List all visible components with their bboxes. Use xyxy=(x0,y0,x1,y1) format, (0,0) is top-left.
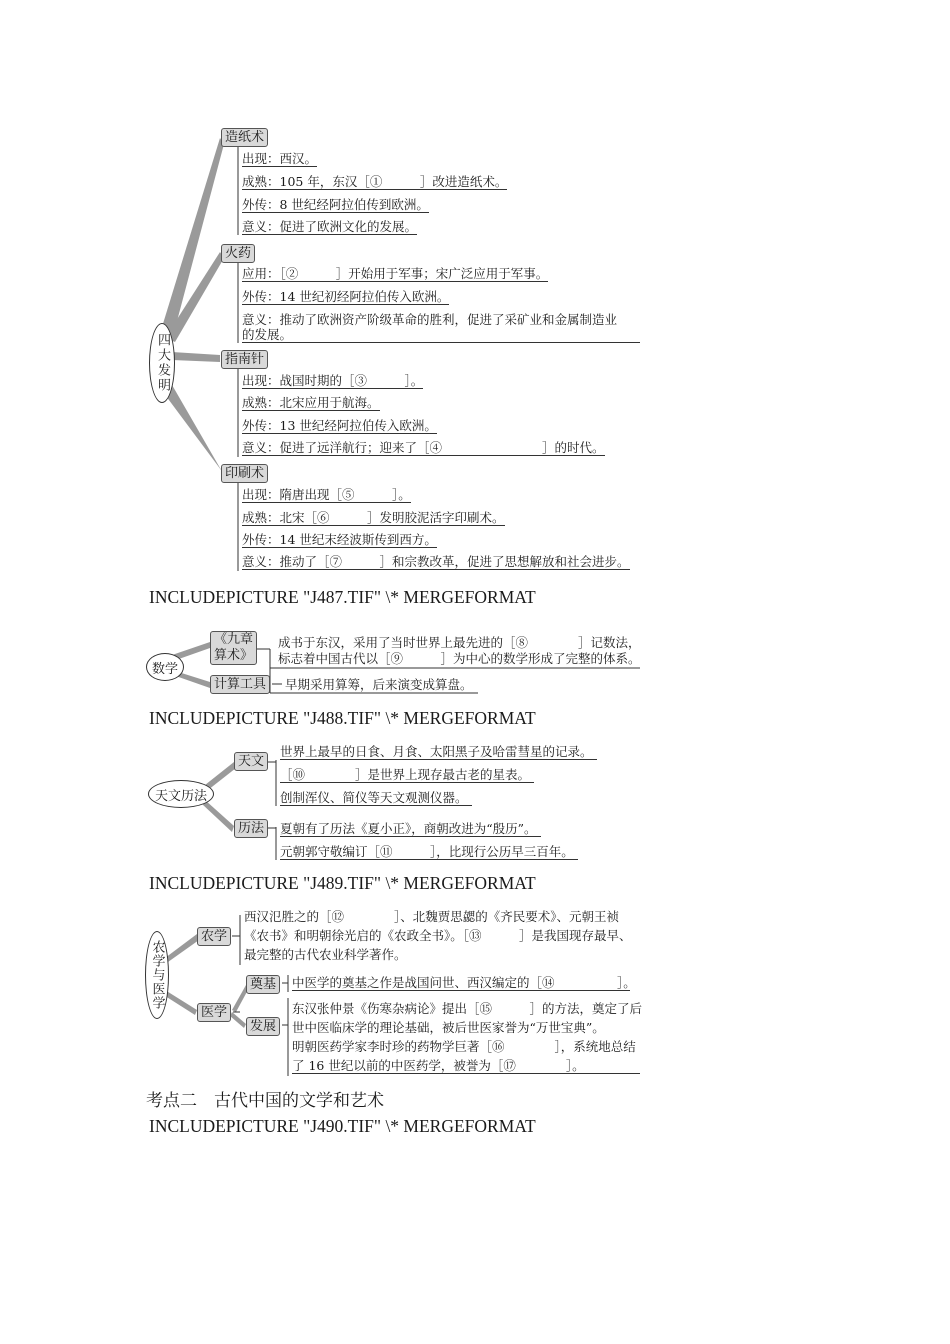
center-node-label: 数学 xyxy=(151,661,178,677)
branch-calendar: 历法 xyxy=(234,819,268,838)
list-item: 《农书》和明朝徐光启的《农政全书》。［⑬ ］是我国现存最早、 xyxy=(244,928,632,943)
fan-zhinanzhen xyxy=(172,352,220,362)
list-item: 成熟：北宋应用于航海。 xyxy=(242,395,380,410)
fan-fazhan xyxy=(230,1012,246,1028)
list-item: 创制浑仪、简仪等天文观测仪器。 xyxy=(280,790,472,806)
list-item: 应用：［② ］开始用于军事；宋广泛应用于军事。 xyxy=(242,266,549,281)
list-item: ［⑩ ］是世界上现存最古老的星表。 xyxy=(280,767,534,783)
list-item: 世界上最早的日食、月食、太阳黑子及哈雷彗星的记录。 xyxy=(280,744,597,760)
list-item: 意义：促进了远洋航行；迎来了［④ ］的时代。 xyxy=(242,440,605,455)
center-node-math xyxy=(146,653,184,681)
list-item: 中医学的奠基之作是战国问世、西汉编定的［⑭ ］。 xyxy=(292,975,636,990)
fan-lifa xyxy=(202,800,234,832)
center-node-astronomy-calendar xyxy=(148,780,214,808)
list-item: 成书于东汉，采用了当时世界上最先进的［⑧ ］记数法， xyxy=(278,635,641,650)
include-field-code: INCLUDEPICTURE "J489.TIF" \* MERGEFORMAT xyxy=(149,873,536,893)
list-item: 外传：8 世纪经阿拉伯传到欧洲。 xyxy=(242,197,429,212)
list-item: 出现：隋唐出现［⑤ ］。 xyxy=(242,487,411,502)
fan-nong xyxy=(165,934,199,962)
list-item: 外传：14 世纪初经阿拉伯传入欧洲。 xyxy=(242,289,450,304)
list-item: 世中医临床学的理论基础，被后世医家誉为“万世宝典”。 xyxy=(292,1020,605,1035)
list-item: 成熟：北宋［⑥ ］发明胶泥活字印刷术。 xyxy=(242,510,505,525)
list-item: 外传：13 世纪经阿拉伯传入欧洲。 xyxy=(242,418,437,433)
list-item: 最完整的古代农业科学著作。 xyxy=(244,947,407,962)
fan-tianwen xyxy=(205,762,236,790)
list-item: 夏朝有了历法《夏小正》，商朝改进为“殷历”。 xyxy=(280,821,541,837)
center-node-label: 农学与医学 xyxy=(149,940,165,1010)
center-node-label: 天文历法 xyxy=(154,788,207,804)
list-item: 成熟：105 年，东汉［① ］改进造纸术。 xyxy=(242,174,508,189)
include-field-code: INCLUDEPICTURE "J488.TIF" \* MERGEFORMAT xyxy=(149,708,536,728)
branch-astronomy: 天文 xyxy=(234,752,268,771)
branch-label-line: 《九章 xyxy=(214,632,254,647)
center-node-four-inventions xyxy=(149,323,175,403)
list-item: 元朝郭守敬编订［⑪ ］，比现行公历早三百年。 xyxy=(280,844,578,860)
center-node-agri-medicine xyxy=(145,931,169,1019)
list-item: 西汉氾胜之的［⑫ ］、北魏贾思勰的《齐民要术》、元朝王祯 xyxy=(244,909,620,924)
branch-compass: 指南针 xyxy=(221,350,268,369)
branch-agriculture: 农学 xyxy=(197,927,231,946)
branch-label-line: 算术》 xyxy=(214,648,254,663)
list-item: 出现：西汉。 xyxy=(242,151,318,166)
list-item: 意义：推动了［⑦ ］和宗教改革，促进了思想解放和社会进步。 xyxy=(242,554,630,569)
list-item: 了 16 世纪以前的中医药学，被誉为［⑰ ］。 xyxy=(292,1058,640,1074)
center-node-label: 四大发明 xyxy=(155,333,170,393)
list-item: 东汉张仲景《伤寒杂病论》提出［⑮ ］的方法，奠定了后 xyxy=(292,1001,643,1016)
branch-foundation: 奠基 xyxy=(246,975,280,994)
list-item: 意义：推动了欧洲资产阶级革命的胜利，促进了采矿业和金属制造业 xyxy=(242,312,618,327)
branch-papermaking: 造纸术 xyxy=(221,128,268,147)
branch-gunpowder: 火药 xyxy=(221,244,255,263)
list-item: 早期采用算筹，后来演变成算盘。 xyxy=(285,677,473,692)
include-field-code: INCLUDEPICTURE "J490.TIF" \* MERGEFORMAT xyxy=(149,1116,536,1136)
list-item: 标志着中国古代以［⑨ ］为中心的数学形成了完整的体系。 xyxy=(278,651,641,666)
include-field-code: INCLUDEPICTURE "J487.TIF" \* MERGEFORMAT xyxy=(149,587,536,607)
list-item: 外传：14 世纪末经波斯传到西方。 xyxy=(242,532,437,547)
branch-medicine: 医学 xyxy=(197,1003,231,1022)
branch-calc-tools: 计算工具 xyxy=(210,675,270,694)
list-item: 出现：战国时期的［③ ］。 xyxy=(242,373,424,388)
list-item: 的发展。 xyxy=(242,327,640,343)
branch-jiuzhang xyxy=(210,631,257,665)
branch-development: 发展 xyxy=(246,1017,280,1036)
section-heading: 考点二 古代中国的文学和艺术 xyxy=(146,1091,384,1111)
list-item: 意义：促进了欧洲文化的发展。 xyxy=(242,219,418,234)
list-item: 明朝医药学家李时珍的药物学巨著［⑯ ］，系统地总结 xyxy=(292,1039,636,1054)
branch-printing: 印刷术 xyxy=(221,464,268,483)
